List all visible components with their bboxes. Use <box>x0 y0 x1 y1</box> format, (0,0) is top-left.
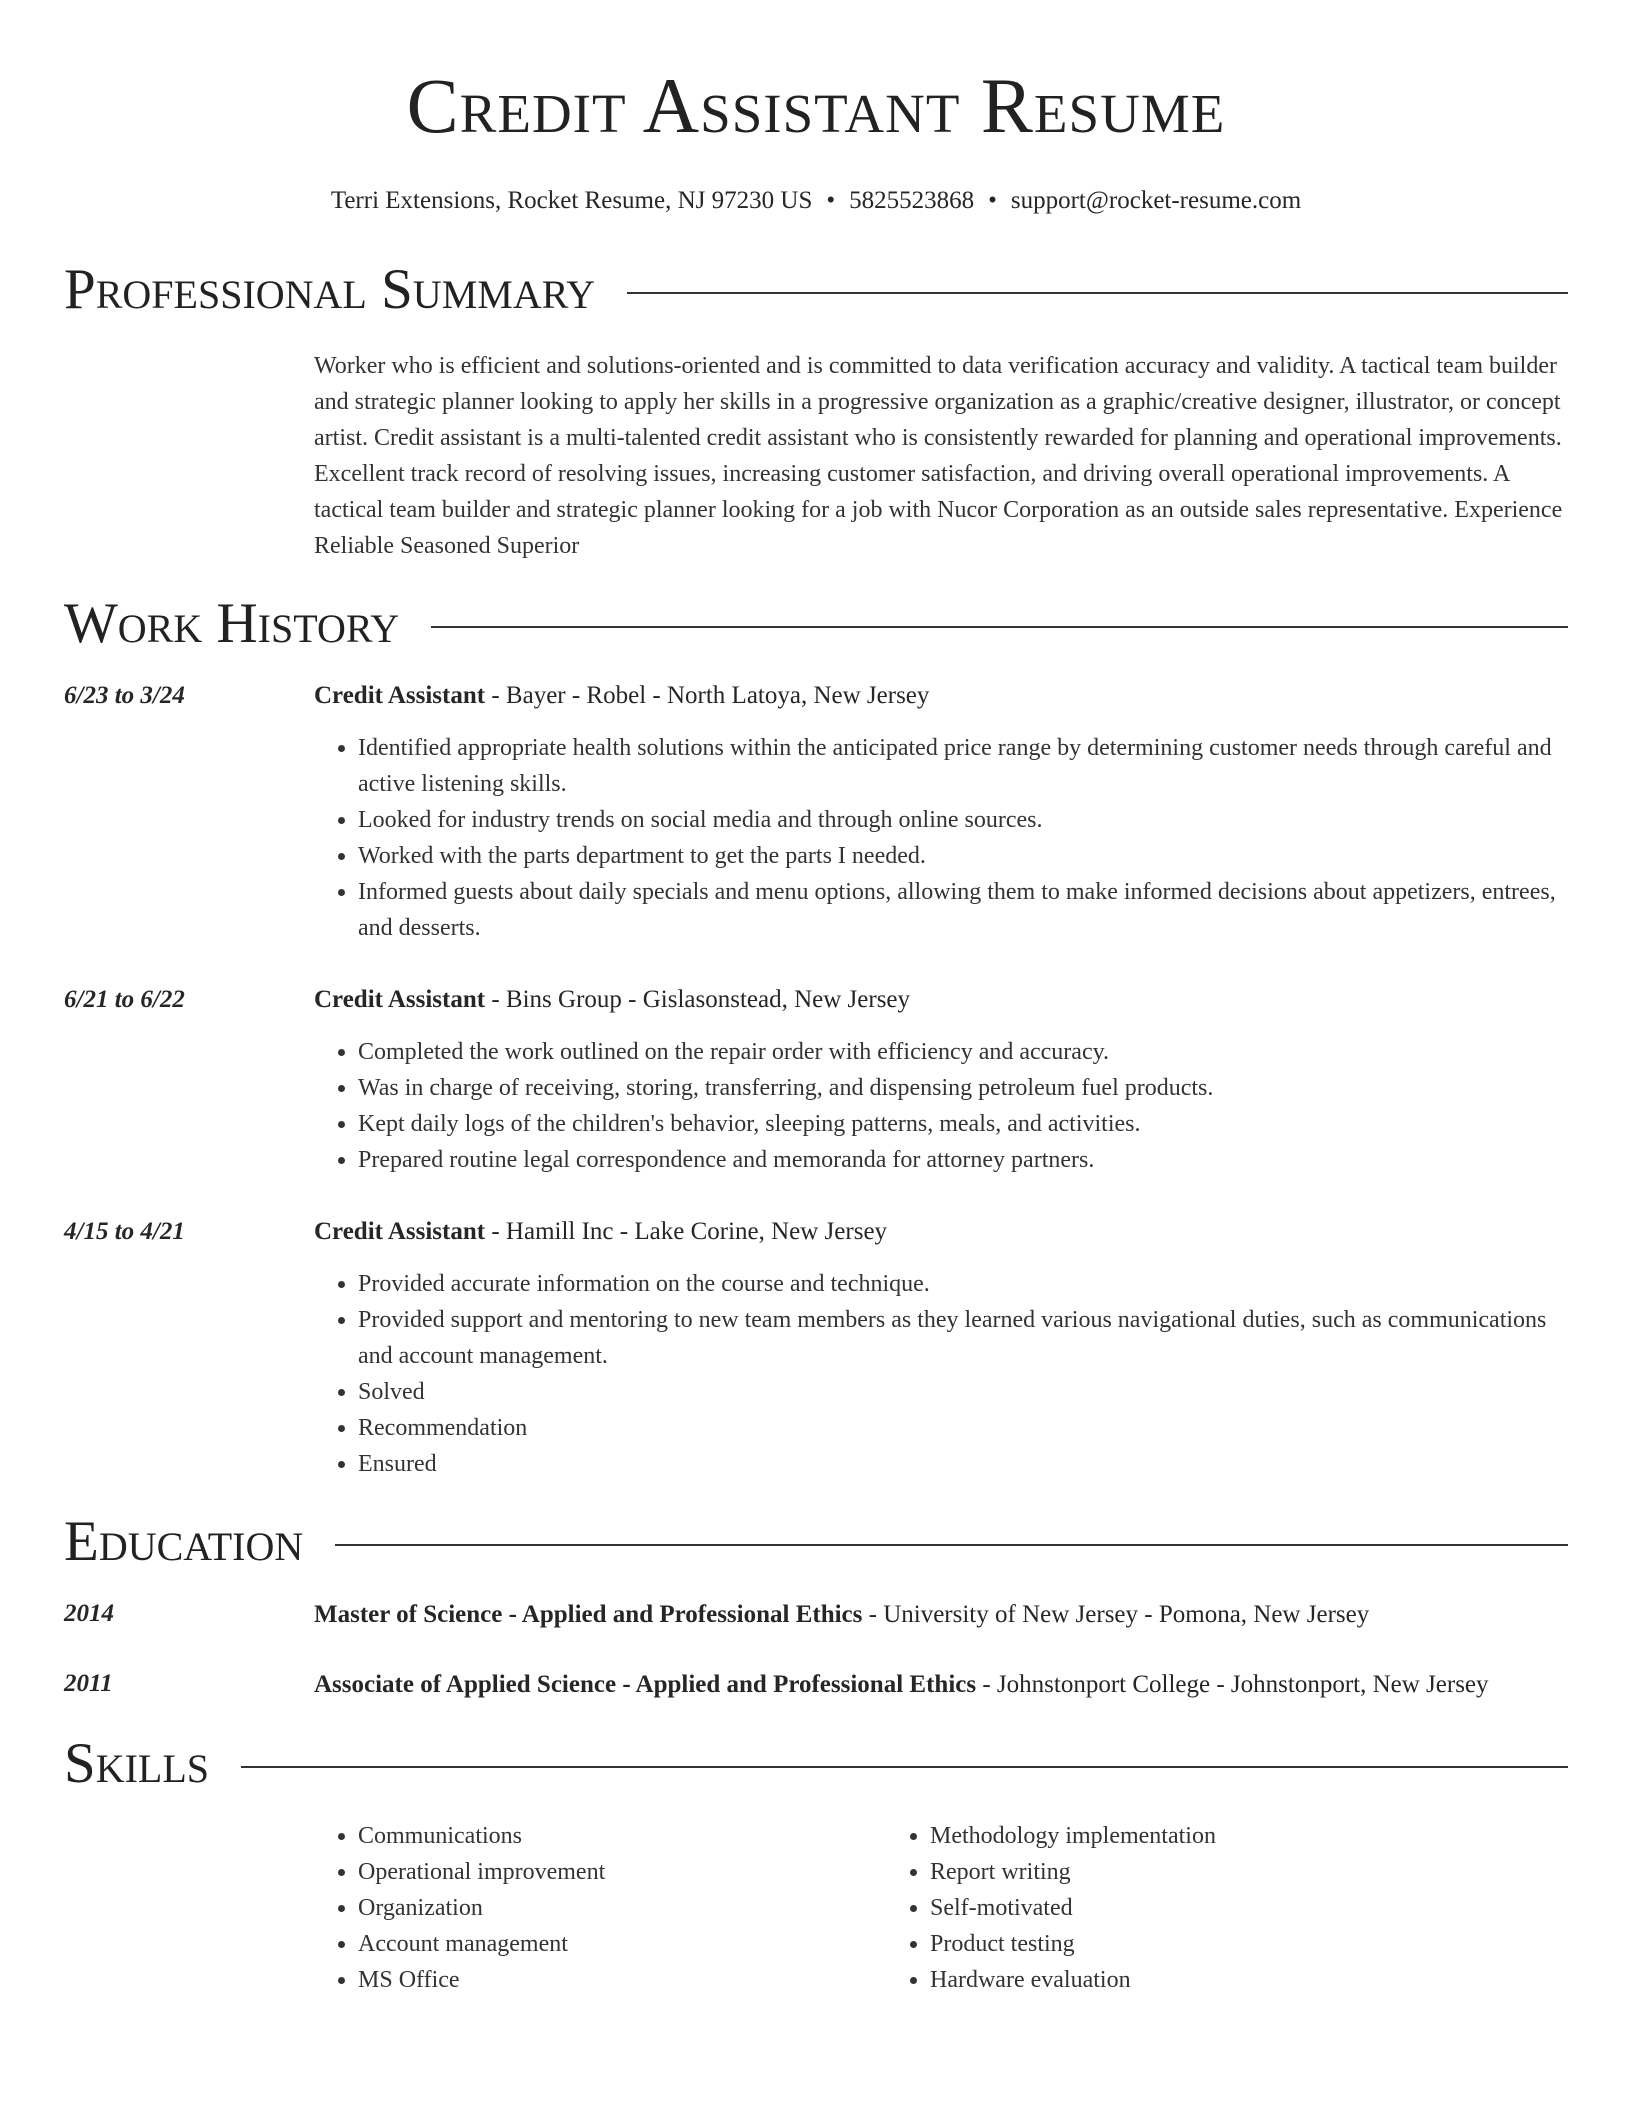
education-heading-line <box>314 1596 1568 1634</box>
job-dates: 6/21 to 6/22 <box>64 986 185 1013</box>
skill-item: • Operational improvement <box>358 1854 886 1890</box>
list-item: • Recommendation <box>358 1410 1568 1446</box>
education-degree: Master of Science - Applied and Professional Ethics <box>314 1601 863 1628</box>
list-item: • Was in charge of receiving, storing, transferring, and dispensing petroleum fuel products. <box>358 1070 1568 1106</box>
section-divider <box>335 1544 1568 1546</box>
contact-email: support@rocket-resume.com <box>1010 187 1302 214</box>
education-year: 2014 <box>64 1600 114 1627</box>
skills-column-left <box>314 1818 886 1998</box>
job-dates: 4/15 to 4/21 <box>64 1218 185 1245</box>
job-title: Credit Assistant <box>314 986 486 1013</box>
education-school-location: - Johnstonport College - Johnstonport, New Jersey <box>976 1671 1489 1698</box>
skill-item: • Self-motivated <box>930 1890 1458 1926</box>
education-section-header <box>64 1510 1568 1574</box>
list-item: • Kept daily logs of the children's behavior, sleeping patterns, meals, and activities. <box>358 1106 1568 1142</box>
work-heading: Work History <box>64 592 400 655</box>
job-entry <box>64 1214 1568 1482</box>
list-item: • Worked with the parts department to get the parts I needed. <box>358 838 1568 874</box>
education-entry <box>64 1596 1568 1634</box>
skill-item: • Account management <box>358 1926 886 1962</box>
list-item: • Solved <box>358 1374 1568 1410</box>
skills-section-header <box>64 1732 1568 1796</box>
summary-row <box>64 348 1568 564</box>
section-divider <box>241 1766 1568 1768</box>
summary-section-header <box>64 258 1568 322</box>
list-item: • Provided accurate information on the course and technique. <box>358 1266 1568 1302</box>
job-title: Credit Assistant <box>314 682 486 709</box>
skills-column-right <box>886 1818 1458 1998</box>
contact-line <box>64 184 1568 218</box>
work-section-header <box>64 592 1568 656</box>
education-degree: Associate of Applied Science - Applied and Professional Ethics <box>314 1671 977 1698</box>
education-school-location: - University of New Jersey - Pomona, New Jersey <box>862 1601 1370 1628</box>
contact-address: Terri Extensions, Rocket Resume, NJ 97230 US <box>330 187 813 214</box>
education-heading: Education <box>64 1510 304 1573</box>
job-bullets <box>314 730 1568 946</box>
job-bullets <box>314 1266 1568 1482</box>
section-divider <box>431 626 1568 628</box>
contact-separator: • <box>826 187 836 214</box>
skill-item: • Communications <box>358 1818 886 1854</box>
skills-list <box>64 1818 1568 1998</box>
section-divider <box>627 292 1568 294</box>
summary-left-spacer <box>64 348 314 564</box>
job-entry <box>64 678 1568 946</box>
skill-item: • MS Office <box>358 1962 886 1998</box>
contact-phone: 5825523868 <box>849 187 975 214</box>
skills-heading: Skills <box>64 1732 210 1795</box>
skill-item: • Hardware evaluation <box>930 1962 1458 1998</box>
skill-item: • Report writing <box>930 1854 1458 1890</box>
summary-text: Worker who is efficient and solutions-oriented and is committed to data verification accuracy and validity. A tactical team builder and strategic planner looking to apply her skills in a progressive organization as a graphic/creative designer, illustrator, or concept artist. Credit assistant is a multi-talented credit assistant who is consistently rewarded for planning and operational improvements. Excellent track record of resolving issues, increasing customer satisfaction, and driving overall operational improvements. A tactical team builder and strategic planner looking for a job with Nucor Corporation as an outside sales representative. Experience Reliable Seasoned Superior <box>314 353 1563 559</box>
job-heading <box>314 982 1568 1018</box>
education-entry <box>64 1666 1568 1704</box>
list-item: • Completed the work outlined on the repair order with efficiency and accuracy. <box>358 1034 1568 1070</box>
list-item: • Provided support and mentoring to new team members as they learned various navigational duties, such as communications and account management. <box>358 1302 1568 1374</box>
skill-item: • Methodology implementation <box>930 1818 1458 1854</box>
list-item: • Informed guests about daily specials and menu options, allowing them to make informed decisions about appetizers, entrees, and desserts. <box>358 874 1568 946</box>
contact-separator: • <box>988 187 997 214</box>
job-heading <box>314 1214 1568 1250</box>
summary-heading: Professional Summary <box>64 258 596 321</box>
list-item: • Prepared routine legal correspondence and memoranda for attorney partners. <box>358 1142 1568 1178</box>
resume-title: Credit Assistant Resume <box>406 62 1226 149</box>
job-heading <box>314 678 1568 714</box>
job-company-location: - Hamill Inc - Lake Corine, New Jersey <box>485 1218 888 1245</box>
job-entry <box>64 982 1568 1178</box>
job-company-location: - Bayer - Robel - North Latoya, New Jersey <box>485 682 930 709</box>
education-heading-line <box>314 1666 1568 1704</box>
skill-item: • Organization <box>358 1890 886 1926</box>
job-company-location: - Bins Group - Gislasonstead, New Jersey <box>485 986 911 1013</box>
job-bullets <box>314 1034 1568 1178</box>
list-item: • Ensured <box>358 1446 1568 1482</box>
education-year: 2011 <box>64 1670 113 1697</box>
list-item: • Looked for industry trends on social media and through online sources. <box>358 802 1568 838</box>
job-dates: 6/23 to 3/24 <box>64 682 185 709</box>
job-title: Credit Assistant <box>314 1218 486 1245</box>
list-item: • Identified appropriate health solutions within the anticipated price range by determining customer needs through careful and active listening skills. <box>358 730 1568 802</box>
skill-item: • Product testing <box>930 1926 1458 1962</box>
